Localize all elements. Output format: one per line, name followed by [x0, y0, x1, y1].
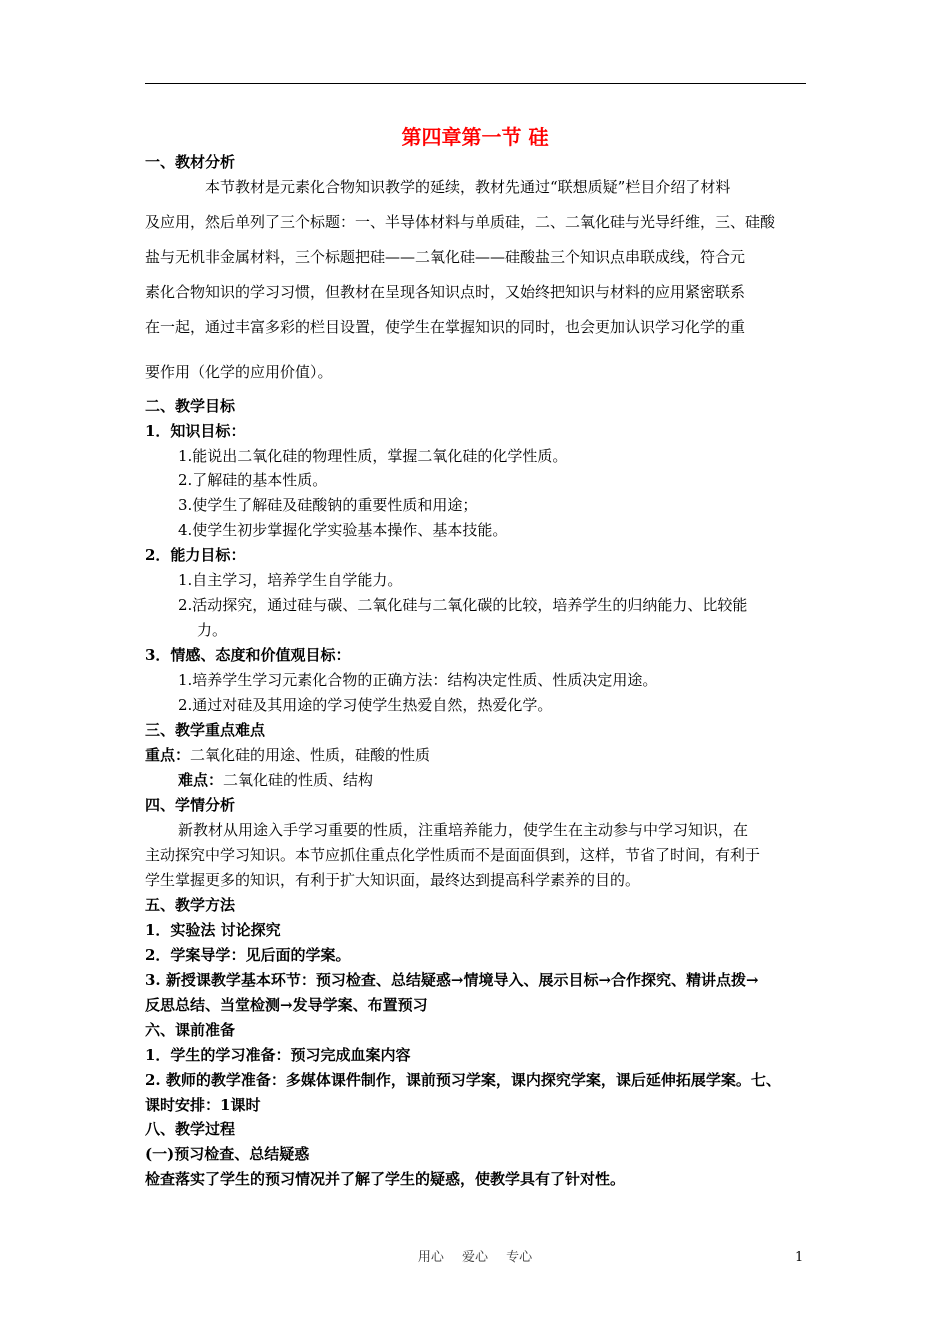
- preparation-item: 1．学生的学习准备：预习完成血案内容: [145, 1046, 411, 1064]
- method-item: 1．实验法 讨论探究: [145, 921, 281, 939]
- paragraph-line: 学生掌握更多的知识，有利于扩大知识面，最终达到提高科学素养的目的。: [145, 871, 641, 889]
- paragraph-line: 新教材从用途入手学习重要的性质，注重培养能力，使学生在主动参与中学习知识，在: [178, 821, 749, 839]
- page-number: 1: [795, 1250, 804, 1265]
- preparation-item-continuation: 课时安排：1课时: [145, 1096, 261, 1114]
- method-item: 2．学案导学：见后面的学案。: [145, 946, 351, 964]
- section-heading-process: 八、教学过程: [145, 1120, 236, 1138]
- method-item: 3. 新授课教学基本环节：预习检查、总结疑惑→情境导入、展示目标→合作探究、精讲点拨→: [145, 971, 759, 989]
- section-heading-goals: 二、教学目标: [145, 397, 236, 415]
- page-title: 第四章第一节 硅: [401, 125, 549, 149]
- paragraph-line: 本节教材是元素化合物知识教学的延续，教材先通过“联想质疑”栏目介绍了材料: [205, 178, 731, 196]
- paragraph-line: 及应用，然后单列了三个标题：一、半导体材料与单质硅，二、二氧化硅与光导纤维，三、硅酸: [145, 213, 776, 231]
- footer-slogan: 用心 爱心 专心: [417, 1250, 533, 1265]
- list-item: 2.了解硅的基本性质。: [178, 471, 328, 489]
- subheading-emotion: 3．情感、态度和价值观目标：: [145, 646, 351, 664]
- header-rule: [145, 83, 806, 84]
- list-item: 2.通过对硅及其用途的学习使学生热爱自然，热爱化学。: [178, 696, 553, 714]
- subheading-preview: (一)预习检查、总结疑惑: [145, 1145, 310, 1163]
- section-heading-students: 四、学情分析: [145, 796, 236, 814]
- key-point-line: [145, 744, 430, 766]
- paragraph-line: 素化合物知识的学习习惯，但教材在呈现各知识点时，又始终把知识与材料的应用紧密联系: [145, 283, 746, 301]
- section-heading-key-points: 三、教学重点难点: [145, 721, 266, 739]
- key-point-text: 二氧化硅的用途、性质，硅酸的性质: [190, 746, 431, 764]
- method-item-continuation: 反思总结、当堂检测→发导学案、布置预习: [145, 996, 428, 1014]
- paragraph-line: 主动探究中学习知识。本节应抓住重点化学性质而不是面面俱到，这样，节省了时间，有利于: [145, 846, 761, 864]
- difficulty-line: [178, 769, 373, 791]
- list-item-continuation: 力。: [197, 621, 228, 639]
- key-point-label: 重点：: [145, 746, 191, 764]
- list-item: 1.培养学生学习元素化合物的正确方法：结构决定性质、性质决定用途。: [178, 671, 658, 689]
- section-heading-preparation: 六、课前准备: [145, 1021, 236, 1039]
- list-item: 2.活动探究，通过硅与碳、二氧化硅与二氧化碳的比较，培养学生的归纳能力、比较能: [178, 596, 748, 614]
- difficulty-text: 二氧化硅的性质、结构: [223, 771, 374, 789]
- section-heading-analysis: 一、教材分析: [145, 153, 236, 171]
- difficulty-label: 难点：: [178, 771, 224, 789]
- paragraph-line: 盐与无机非金属材料，三个标题把硅——二氧化硅——硅酸盐三个知识点串联成线，符合元: [145, 248, 746, 266]
- list-item: 4.使学生初步掌握化学实验基本操作、基本技能。: [178, 521, 508, 539]
- list-item: 1.自主学习，培养学生自学能力。: [178, 571, 403, 589]
- subheading-knowledge: 1．知识目标：: [145, 422, 246, 440]
- section-heading-methods: 五、教学方法: [145, 896, 236, 914]
- preparation-item: 2. 教师的教学准备：多媒体课件制作，课前预习学案，课内探究学案，课后延伸拓展学案。七、: [145, 1071, 781, 1089]
- paragraph-line: 要作用（化学的应用价值）。: [145, 363, 333, 381]
- paragraph-line: 检查落实了学生的预习情况并了解了学生的疑惑，使教学具有了针对性。: [145, 1170, 626, 1188]
- list-item: 1.能说出二氧化硅的物理性质，掌握二氧化硅的化学性质。: [178, 447, 568, 465]
- list-item: 3.使学生了解硅及硅酸钠的重要性质和用途；: [178, 496, 478, 514]
- subheading-ability: 2．能力目标：: [145, 546, 246, 564]
- paragraph-line: 在一起，通过丰富多彩的栏目设置，使学生在掌握知识的同时，也会更加认识学习化学的重: [145, 318, 746, 336]
